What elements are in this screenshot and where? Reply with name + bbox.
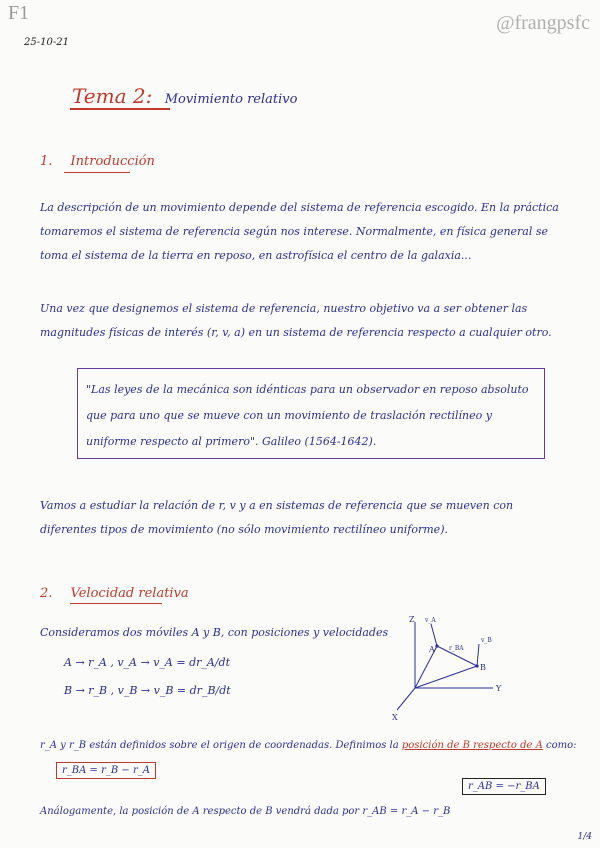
point-B-label: B xyxy=(480,663,486,672)
section1-para3: Vamos a estudiar la relación de r, v y a en sistemas de referencia que se mueven con diferentes tipos de movimiento (no sólo movimiento rectilíneo uniforme). xyxy=(40,499,514,536)
opposite-relation-box: r_AB = −r_BA xyxy=(462,778,546,795)
page-title xyxy=(72,84,297,108)
relative-position-box: r_BA = r_B − r_A xyxy=(56,762,156,779)
section2-label: Velocidad relativa xyxy=(70,586,189,601)
date: 25-10-21 xyxy=(24,37,69,48)
equation-B: B → r_B , v_B → v_B = dr_B/dt xyxy=(64,684,231,697)
last-paragraph: Análogamente, la posición de A respecto de B vendrá dada por r_AB = r_A − r_B xyxy=(40,806,451,817)
section1-label: Introducción xyxy=(70,154,155,169)
vA-label: v_A xyxy=(425,617,436,624)
galileo-quote: "Las leyes de la mecánica son idénticas para un observador en reposo absoluto que para uno que se mueve con un movimiento de traslación rectilíneo y uniforme respecto al primero". Galileo (1564-1642). xyxy=(86,383,529,448)
y-axis-label: Y xyxy=(496,684,502,693)
velocity-vector-A xyxy=(431,624,437,646)
definition-line xyxy=(40,740,580,751)
section1-heading xyxy=(40,154,155,169)
section2-heading xyxy=(40,586,189,601)
vB-label: v_B xyxy=(481,637,492,644)
definition-text-2: como: xyxy=(545,740,577,751)
velocity-vector-B xyxy=(477,644,479,666)
z-axis-label: Z xyxy=(409,615,415,624)
section2-intro: Consideramos dos móviles A y B, con posiciones y velocidades xyxy=(40,626,389,639)
point-B xyxy=(475,664,478,667)
rBA-label: r_BA xyxy=(449,645,464,652)
vector-diagram xyxy=(385,610,505,722)
definition-red: posición de B respecto de A xyxy=(401,740,543,751)
page-code: F1 xyxy=(8,2,30,24)
equation-A: A → r_A , v_A → v_A = dr_A/dt xyxy=(64,656,230,669)
section1-underline xyxy=(64,172,130,173)
section1-number: 1. xyxy=(40,154,53,169)
watermark: @frangpsfc xyxy=(496,12,590,34)
title-main: Movimiento relativo xyxy=(164,92,298,107)
point-A-label: A xyxy=(429,645,435,654)
point-A xyxy=(435,644,438,647)
title-prefix: Tema 2: xyxy=(72,84,153,108)
x-axis-label: X xyxy=(392,713,398,722)
section1-para1: La descripción de un movimiento depende del sistema de referencia escogido. En la práctica tomaremos el sistema de referencia según nos interese. Normalmente, en física general se toma el sistema de la tierra en reposo, en astrofísica el centro de la galaxia... xyxy=(40,201,559,262)
definition-text-1: r_A y r_B están definidos sobre el origen de coordenadas. Definimos la xyxy=(40,740,399,751)
section2-number: 2. xyxy=(40,586,53,601)
x-axis xyxy=(397,688,415,710)
galileo-quote-box xyxy=(77,368,545,459)
section1-para2: Una vez que designemos el sistema de referencia, nuestro objetivo va a ser obtener las magnitudes físicas de interés (r, v, a) en un sistema de referencia respecto a cualquier otro. xyxy=(40,302,552,339)
section2-underline xyxy=(70,603,162,604)
page-number: 1/4 xyxy=(577,832,592,842)
title-underline xyxy=(70,108,170,110)
